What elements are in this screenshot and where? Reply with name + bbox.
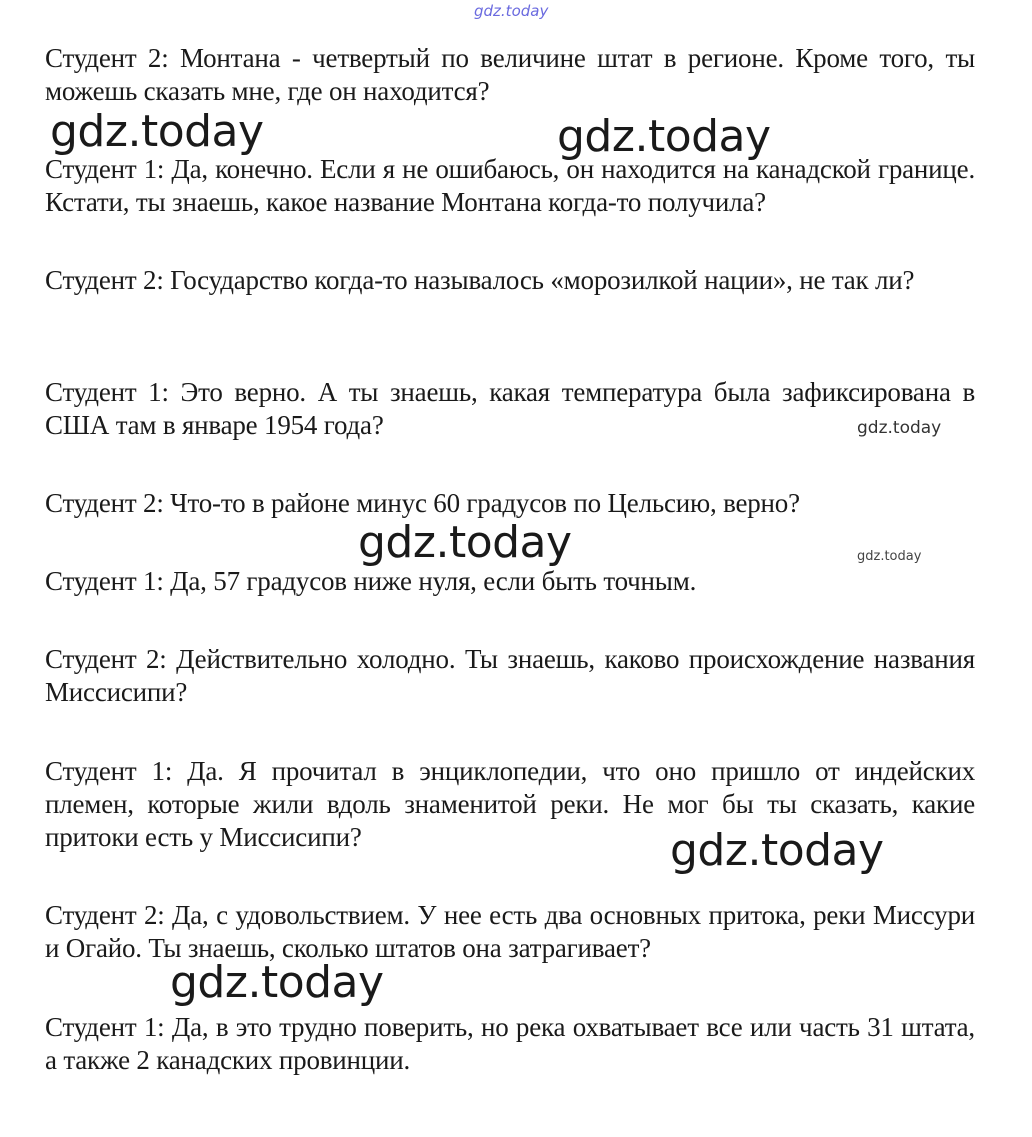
watermark-top: gdz.today [474, 2, 549, 20]
dialogue-line-9: Студент 2: Да, с удовольствием. У нее есть два основных притока, реки Миссури и Огайо. Ты знаешь, сколько штатов она затрагивает? [45, 900, 975, 963]
dialogue-line-3: Студент 2: Государство когда-то называлось «морозилкой нации», не так ли? [45, 265, 915, 295]
watermark-tiny-1: gdz.today [857, 549, 922, 564]
dialogue-line-10: Студент 1: Да, в это трудно поверить, но река охватывает все или часть 31 штата, а также 2 канадских провинции. [45, 1012, 975, 1075]
dialogue-line-2: Студент 1: Да, конечно. Если я не ошибаюсь, он находится на канадской границе. Кстати, ты знаешь, какое название Монтана когда-то получила? [45, 154, 975, 217]
dialogue-line-5: Студент 2: Что-то в районе минус 60 градусов по Цельсию, верно? [45, 488, 800, 518]
dialogue-line-7: Студент 2: Действительно холодно. Ты знаешь, каково происхождение названия Миссисипи? [45, 644, 975, 707]
watermark-large-3: gdz.today [358, 517, 572, 568]
watermark-large-1: gdz.today [50, 106, 264, 157]
watermark-large-5: gdz.today [170, 957, 384, 1008]
dialogue-line-4: Студент 1: Это верно. А ты знаешь, какая температура была зафиксирована в США там в январе 1954 года? [45, 377, 975, 440]
watermark-large-4: gdz.today [670, 825, 884, 876]
dialogue-line-8: Студент 1: Да. Я прочитал в энциклопедии, что оно пришло от индейских племен, которые жили вдоль знаменитой реки. Не мог бы ты сказать, какие притоки есть у Миссисипи? [45, 756, 975, 852]
watermark-small-1: gdz.today [857, 418, 942, 438]
dialogue-line-6: Студент 1: Да, 57 градусов ниже нуля, если быть точным. [45, 566, 697, 596]
watermark-large-2: gdz.today [557, 111, 771, 162]
dialogue-line-1: Студент 2: Монтана - четвертый по величине штат в регионе. Кроме того, ты можешь сказать мне, где он находится? [45, 43, 975, 106]
